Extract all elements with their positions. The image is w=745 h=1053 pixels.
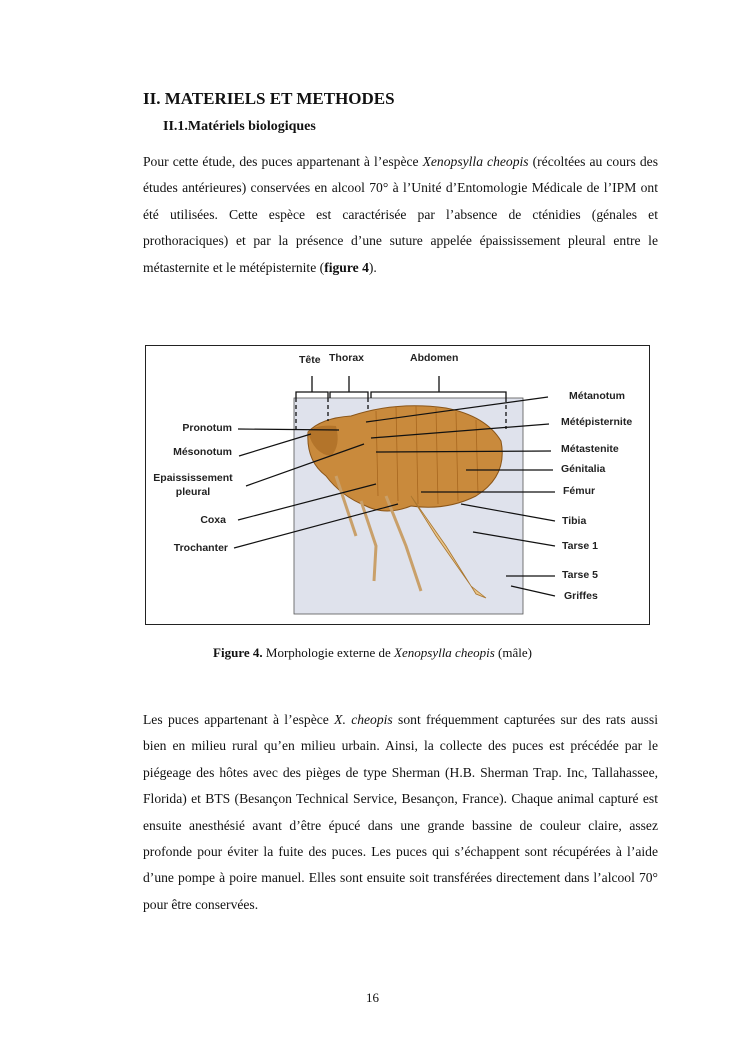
paragraph-2 [143,707,658,918]
label-femur: Fémur [563,485,596,497]
label-abdomen: Abdomen [410,352,459,364]
figure-reference: figure 4 [324,259,369,275]
label-mesonotum: Mésonotum [173,446,232,458]
caption-end: (mâle) [494,645,532,660]
caption-species: Xenopsylla cheopis [394,645,495,660]
label-metepisternite: Métépisternite [561,416,633,428]
text: Pour cette étude, des puces appartenant à l’espèce [143,154,423,169]
figure-4 [145,345,650,625]
text: (récoltées au cours des études antérieures) conservées en alcool 70° à l’Unité d’Entomologie Médicale de l’IPM ont été utilisées. Cette espèce est caractérisée par l’absence de cténidies (génales et prothoraciques) et par la présence d’une suture appelée épaississement pleural entre le métasternite et le métépisternite ( [143,154,658,275]
label-metanotum: Métanotum [569,390,625,402]
label-tibia: Tibia [562,515,587,527]
label-metastenite: Métastenite [561,443,619,455]
label-epaississement: Epaississement [153,472,233,484]
subsection-title: II.1.Matériels biologiques [163,119,316,134]
label-trochanter: Trochanter [173,542,228,554]
caption-label: Figure 4. [213,645,263,660]
label-genitalia: Génitalia [561,463,606,475]
section-title: II. MATERIELS ET METHODES [143,89,395,108]
label-pronotum: Pronotum [182,422,232,434]
label-pleural: pleural [175,486,211,498]
species-name: X. cheopis [334,712,393,727]
label-tarse-5: Tarse 5 [562,569,598,581]
label-griffes: Griffes [564,590,598,602]
caption-text: Morphologie externe de [262,645,395,660]
paragraph-1 [143,149,658,281]
label-thorax: Thorax [329,352,365,364]
text: ). [368,259,377,275]
label-tarse-1: Tarse 1 [562,540,598,552]
text: sont fréquemment capturées sur des rats aussi bien en milieu rural qu’en milieu urbain. Ainsi, la collecte des puces est précédée par le piégeage des hôtes avec des pièges de type Sherman (H.B. Sherman Trap. Inc, Tallahassee, Florida) et BTS (Besançon Technical Service, Besançon, France). Chaque animal capturé est ensuite anesthésié avant d’être épucé dans une grande bassine de couleur claire, assez profonde pour éviter la fuite des puces. Les puces qui s’échappent sont récupérées à l’aide d’une pompe à poire manuel. Elles sont ensuite soit transférées directement dans l’alcool 70° pour être conservées. [143,712,659,912]
label-coxa: Coxa [200,514,226,526]
species-name: Xenopsylla cheopis [422,154,529,169]
page-number: 16 [366,990,379,1005]
text: Les puces appartenant à l’espèce [143,712,335,727]
figure-caption [0,645,745,661]
label-head: Tête [299,354,321,366]
